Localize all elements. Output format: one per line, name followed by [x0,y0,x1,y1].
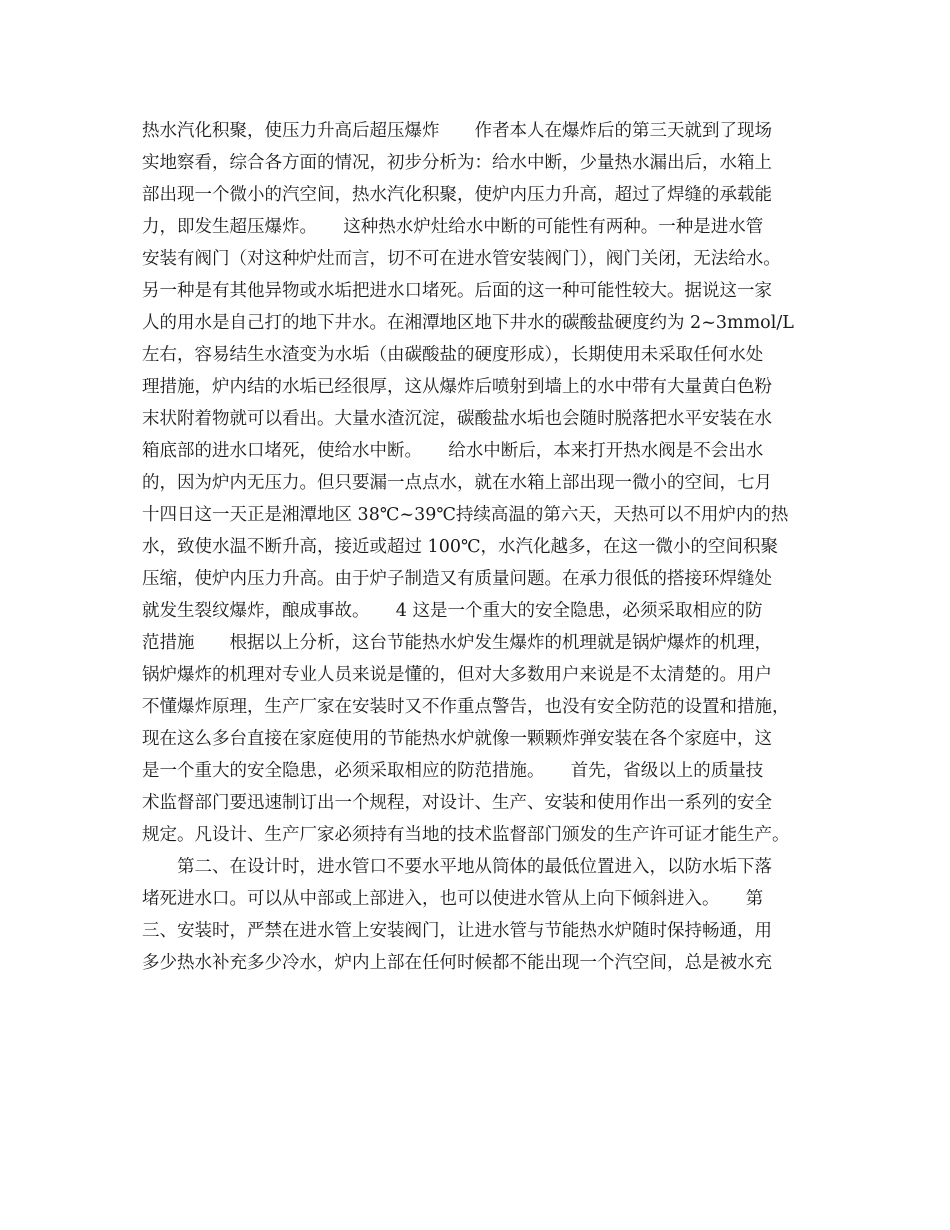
text-line: 理措施，炉内结的水垢已经很厚，这从爆炸后喷射到墙上的水中带有大量黄白色粉 [142,377,772,397]
text-line: 压缩，使炉内压力升高。由于炉子制造又有质量问题。在承力很低的搭接环焊缝处 [142,569,772,589]
text-line: 三、安装时，严禁在进水管上安装阀门，让进水管与节能热水炉随时保持畅通，用 [142,921,772,941]
body-text [142,115,832,979]
text-line: 术监督部门要迅速制订出一个规程，对设计、生产、安装和使用作出一系列的安全 [142,793,772,813]
text-line: 部出现一个微小的汽空间，热水汽化积聚，使炉内压力升高，超过了焊缝的承载能 [142,185,772,205]
text-line: 人的用水是自己打的地下井水。在湘潭地区地下井水的碳酸盐硬度约为 2~3mmol/L [142,313,794,333]
text-line: 力，即发生超压爆炸。 这种热水炉灶给水中断的可能性有两种。一种是进水管 [142,217,764,237]
text-line: 热水汽化积聚，使压力升高后超压爆炸 作者本人在爆炸后的第三天就到了现场 [142,121,772,141]
text-line: 第二、在设计时，进水管口不要水平地从筒体的最低位置进入，以防水垢下落 [142,857,772,877]
text-line: 箱底部的进水口堵死，使给水中断。 给水中断后，本来打开热水阀是不会出水 [142,441,764,461]
text-line: 多少热水补充多少冷水，炉内上部在任何时候都不能出现一个汽空间，总是被水充 [142,953,772,973]
text-line: 另一种是有其他异物或水垢把进水口堵死。后面的这一种可能性较大。据说这一家 [142,281,772,301]
text-line: 范措施 根据以上分析，这台节能热水炉发生爆炸的机理就是锅炉爆炸的机理， [142,633,772,653]
text-line: 的，因为炉内无压力。但只要漏一点点水，就在水箱上部出现一微小的空间，七月 [142,473,772,493]
text-line: 末状附着物就可以看出。大量水渣沉淀，碳酸盐水垢也会随时脱落把水平安装在水 [142,409,772,429]
text-line: 就发生裂纹爆炸，酿成事故。 4 这是一个重大的安全隐患，必须采取相应的防 [142,601,763,621]
text-line: 规定。凡设计、生产厂家必须持有当地的技术监督部门颁发的生产许可证才能生产。 [142,825,790,845]
text-line: 现在这么多台直接在家庭使用的节能热水炉就像一颗颗炸弹安装在各个家庭中，这 [142,729,772,749]
text-line: 安装有阀门（对这种炉灶而言，切不可在进水管安装阀门），阀门关闭，无法给水。 [142,249,781,269]
text-line: 左右，容易结生水渣变为水垢（由碳酸盐的硬度形成），长期使用未采取任何水处 [142,345,764,365]
text-line: 水，致使水温不断升高，接近或超过 100℃，水汽化越多，在这一微小的空间积聚 [142,537,779,557]
text-line: 实地察看，综合各方面的情况，初步分析为：给水中断，少量热水漏出后，水箱上 [142,153,772,173]
text-line: 十四日这一天正是湘潭地区 38℃~39℃持续高温的第六天，天热可以不用炉内的热 [142,505,789,525]
text-line: 锅炉爆炸的机理对专业人员来说是懂的，但对大多数用户来说是不太清楚的。用户 [142,665,772,685]
text-line: 是一个重大的安全隐患，必须采取相应的防范措施。 首先，省级以上的质量技 [142,761,764,781]
text-line: 堵死进水口。可以从中部或上部进入，也可以使进水管从上向下倾斜进入。 第 [142,889,764,909]
text-line: 不懂爆炸原理，生产厂家在安装时又不作重点警告，也没有安全防范的设置和措施， [142,697,790,717]
